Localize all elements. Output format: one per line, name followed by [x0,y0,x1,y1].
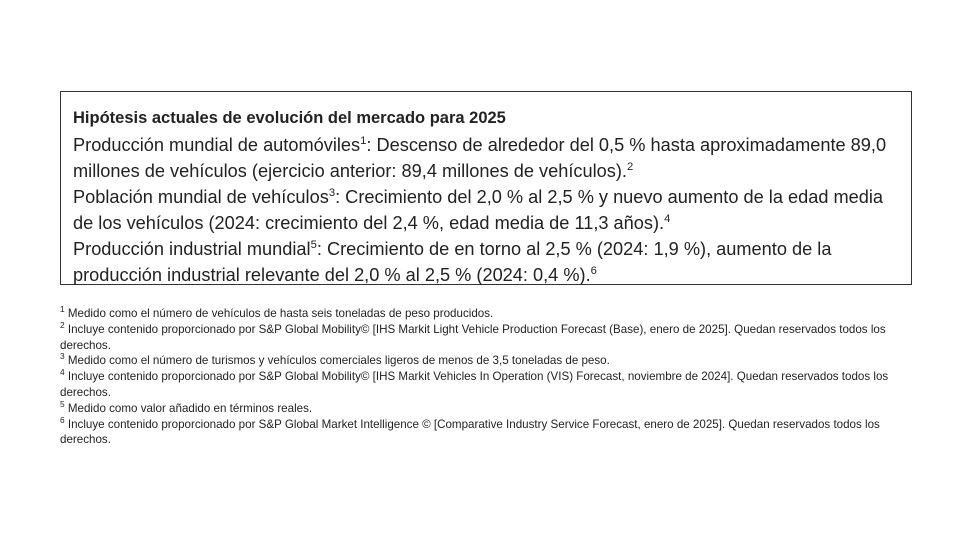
footnote-text: Incluye contenido proporcionado por S&P Global Market Intelligence © [Comparative Industry Service Forecast, enero de 2025]. Quedan reservados todos los derechos. [60,417,880,447]
footnote-ref: 5 [310,238,317,251]
footnote-number: 2 [60,319,65,330]
paragraph-text: : Crecimiento del 2,0 % al 2,5 % y nuevo aumento de la edad media de los vehículos (2024: crecimiento del 2,4 %, edad media de 11,3 años). [73,187,884,233]
footnote-ref: 4 [664,212,671,225]
footnote-number: 6 [60,414,65,425]
paragraph-lead: Producción mundial de automóviles [73,135,361,155]
paragraph-car-production [73,132,899,184]
footnote-ref: 3 [328,186,336,199]
paragraph-lead: Población mundial de vehículos [73,187,329,207]
footnote-ref: 2 [626,160,634,173]
market-assumptions-box [60,91,912,285]
footnote-text: Medido como valor añadido en términos reales. [67,401,313,415]
footnote-number: 3 [60,351,65,362]
footnote-number: 1 [60,304,65,315]
footnote-ref: 6 [590,264,597,277]
paragraph-text: : Crecimiento de en torno al 2,5 % (2024: 1,9 %), aumento de la producción industrial relevante del 2,0 % al 2,5 % (2024: 0,4 %). [73,239,832,285]
box-title: Hipótesis actuales de evolución del mercado para 2025 [73,109,506,127]
footnote [60,306,930,322]
footnote-text: Incluye contenido proporcionado por S&P Global Mobility© [IHS Markit Light Vehicle Production Forecast (Base), enero de 2025]. Quedan reservados todos los derechos. [60,322,886,352]
paragraph-industrial-production [73,236,899,288]
footnote-number: 5 [60,398,65,409]
paragraph-text: : Descenso de alrededor del 0,5 % hasta aproximadamente 89,0 millones de vehículos (ejercicio anterior: 89,4 millones de vehículos). [73,135,887,181]
footnote-text: Medido como el número de turismos y vehículos comerciales ligeros de menos de 3,5 toneladas de peso. [67,354,610,368]
footnote-ref: 1 [360,134,367,147]
footnote-number: 4 [60,367,65,378]
footnote-text: Medido como el número de vehículos de hasta seis toneladas de peso producidos. [67,307,494,320]
footnote-text: Incluye contenido proporcionado por S&P Global Mobility© [IHS Markit Vehicles In Operation (VIS) Forecast, noviembre de 2024]. Quedan reservados todos los derechos. [60,370,889,399]
footnote [60,319,930,354]
footnote [60,353,930,369]
footnote [60,398,930,417]
paragraph-lead: Producción industrial mundial [73,239,311,259]
paragraph-vehicle-population [73,184,899,236]
footnotes [60,306,930,448]
footnote [60,414,930,449]
footnote [60,369,930,401]
